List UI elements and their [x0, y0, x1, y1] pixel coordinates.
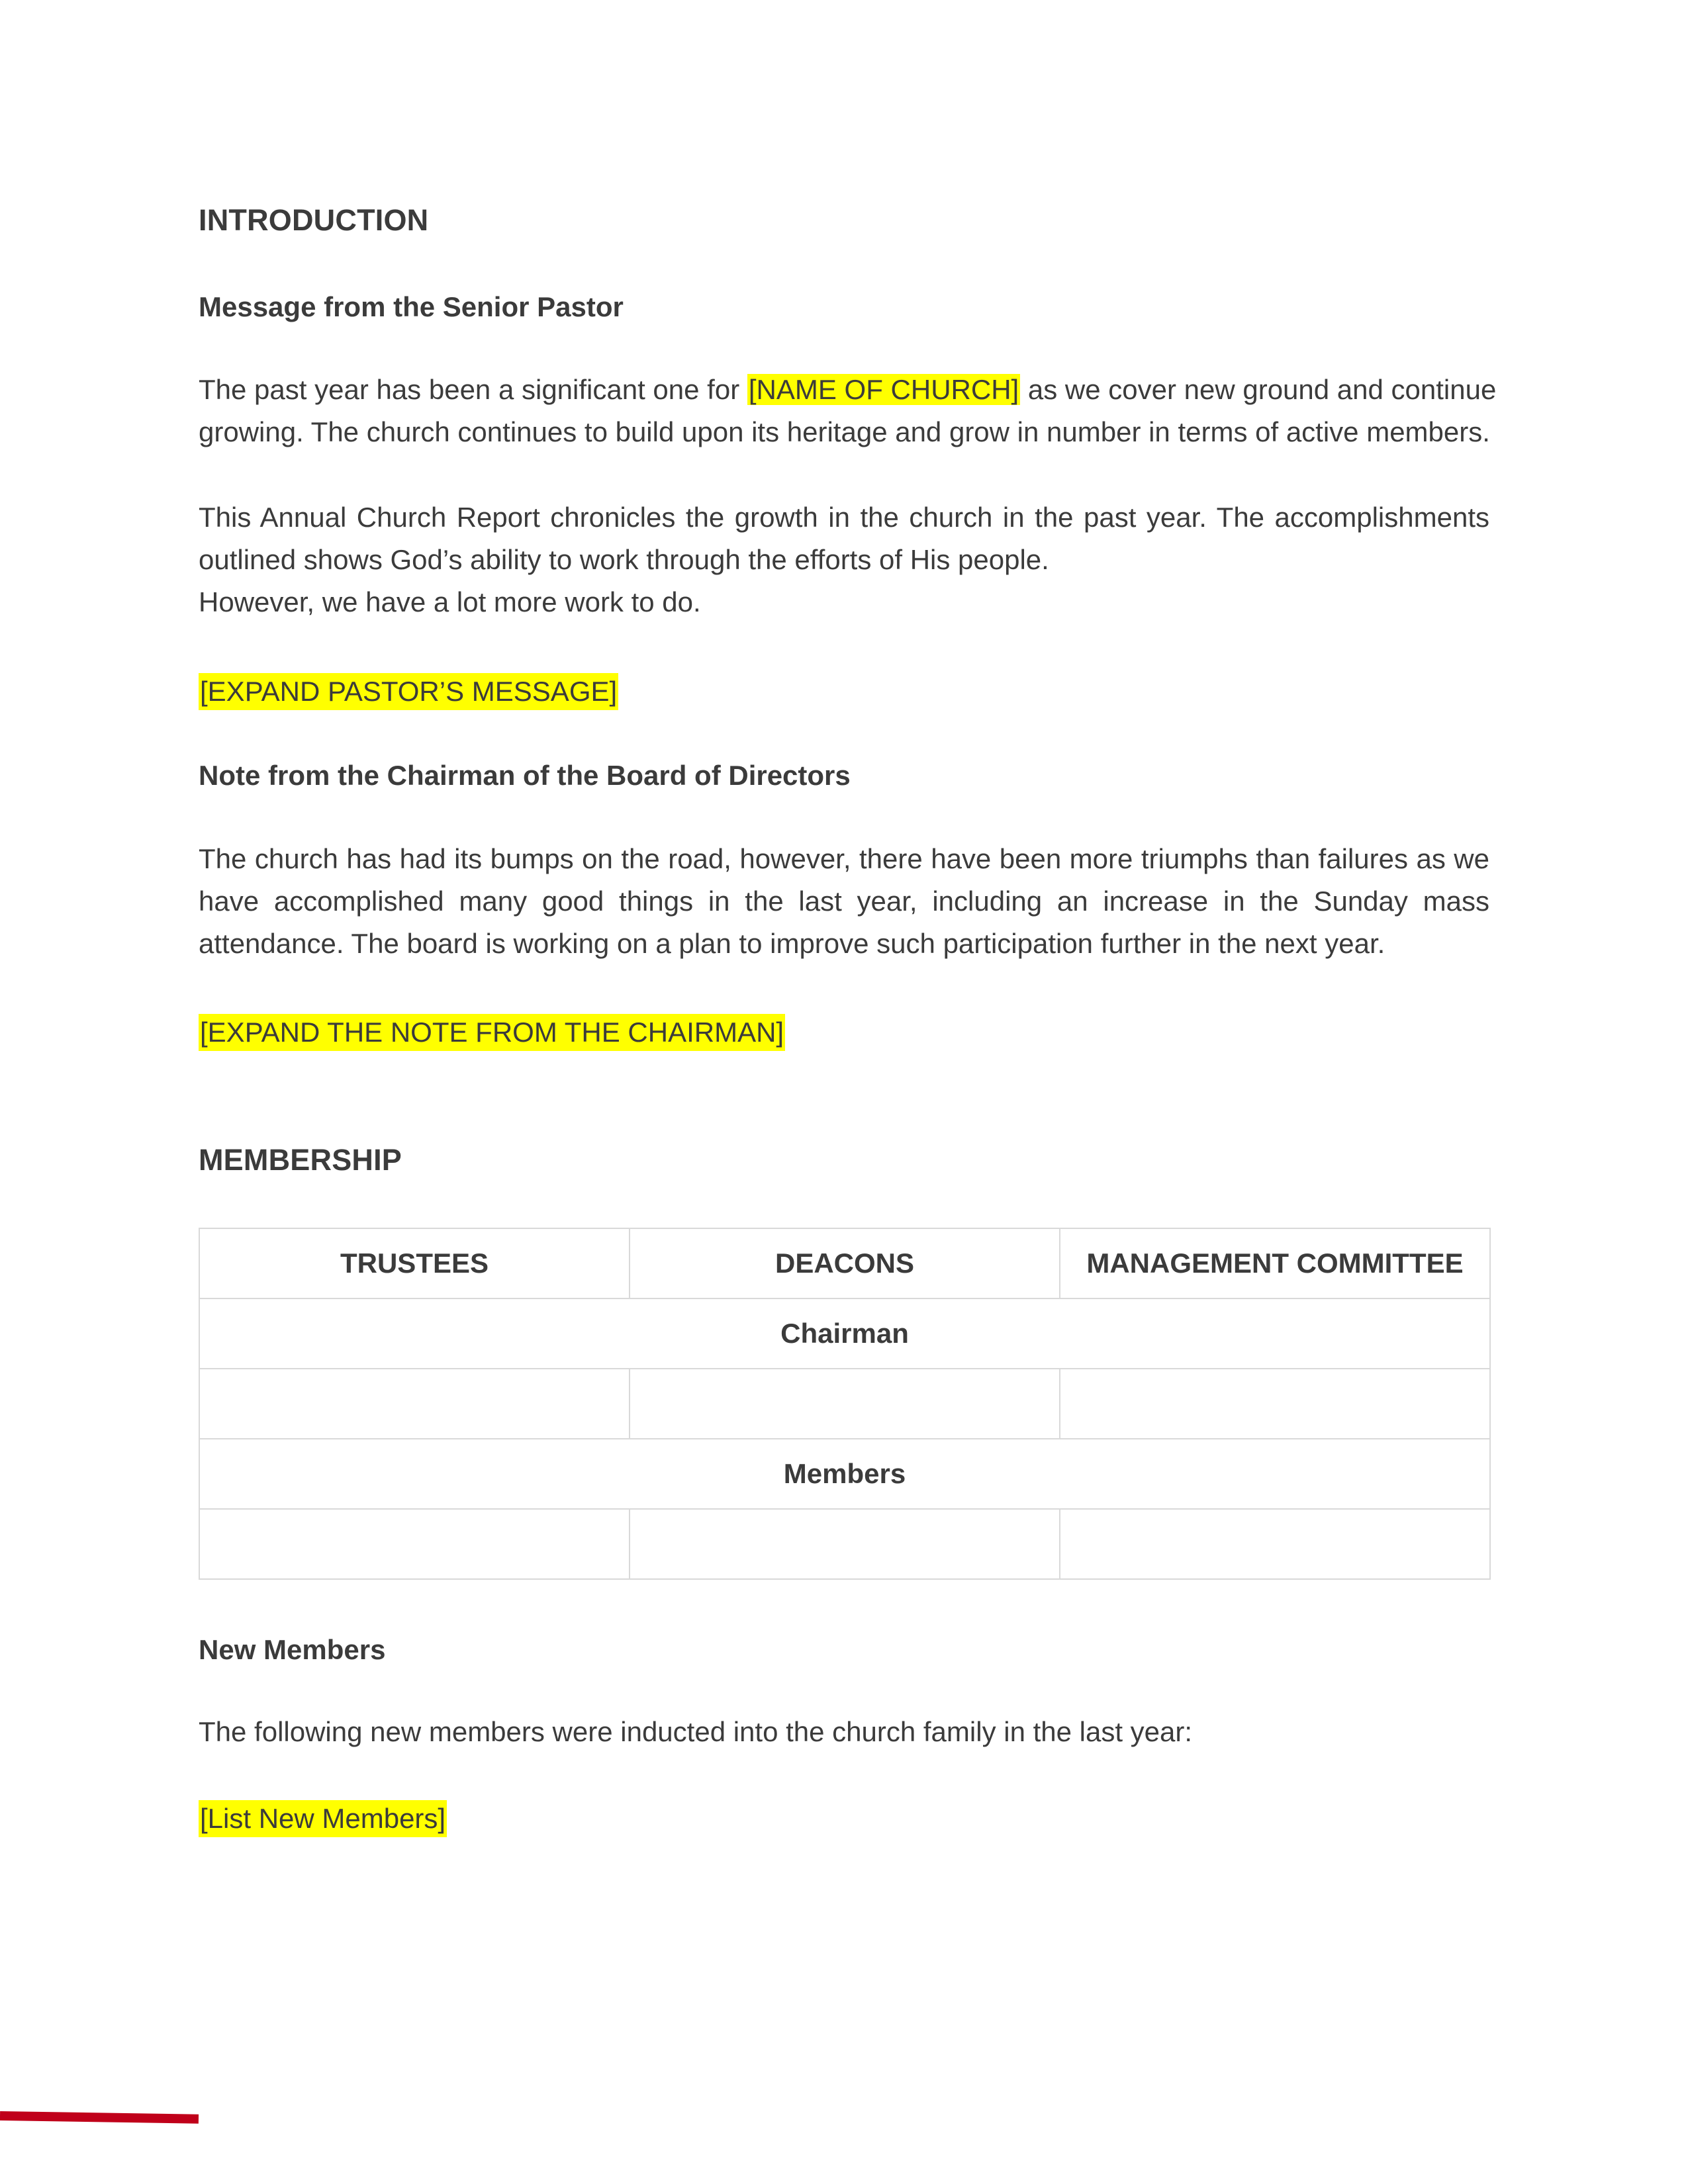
pastor-paragraph-2-line-1: This Annual Church Report chronicles the growth in the church in the past year. The accomplishments — [199, 502, 1489, 533]
pastor-paragraph-2-line-2: outlined shows God’s ability to work through the efforts of His people. — [199, 544, 1049, 575]
pastor-paragraph-2-line-3: However, we have a lot more work to do. — [199, 586, 701, 617]
pastor-paragraph-1 — [199, 369, 1497, 453]
church-name-placeholder: [NAME OF CHURCH] — [748, 374, 1019, 405]
members-label: Members — [199, 1439, 1490, 1509]
decorative-accent-bar — [0, 2111, 199, 2124]
pastor-paragraph-2 — [199, 496, 1489, 623]
expand-pastor-message-placeholder: [EXPAND PASTOR’S MESSAGE] — [199, 673, 618, 710]
members-entry-row — [199, 1509, 1490, 1579]
column-header-management-committee: MANAGEMENT COMMITTEE — [1060, 1228, 1490, 1298]
membership-heading: MEMBERSHIP — [199, 1143, 402, 1177]
chairman-label-row — [199, 1298, 1490, 1369]
pastor-paragraph-1-line-2: growing. The church continues to build upon its heritage and grow in number in terms of active members. — [199, 416, 1490, 447]
membership-header-row — [199, 1228, 1490, 1298]
new-members-heading: New Members — [199, 1634, 386, 1665]
management-committee-members-cell[interactable] — [1060, 1509, 1490, 1579]
chairman-paragraph-line-1: The church has had its bumps on the road, however, there have been more triumphs than failures as we — [199, 843, 1489, 874]
expand-chairman-note-placeholder: [EXPAND THE NOTE FROM THE CHAIRMAN] — [199, 1014, 785, 1051]
deacons-chairman-cell[interactable] — [630, 1369, 1060, 1439]
pastor-text-part-1: The past year has been a significant one for — [199, 374, 740, 405]
members-label-row — [199, 1439, 1490, 1509]
column-header-trustees: TRUSTEES — [199, 1228, 630, 1298]
chairman-paragraph-line-2: have accomplished many good things in the last year, including an increase in the Sunday mass — [199, 886, 1489, 917]
introduction-heading: INTRODUCTION — [199, 203, 429, 237]
pastor-text-part-2: as we cover new ground and continue — [1027, 374, 1497, 405]
new-members-text: The following new members were inducted into the church family in the last year: — [199, 1716, 1193, 1747]
trustees-chairman-cell[interactable] — [199, 1369, 630, 1439]
chairman-paragraph-line-3: attendance. The board is working on a plan to improve such participation further in the next year. — [199, 928, 1385, 959]
chairman-label: Chairman — [199, 1298, 1490, 1369]
pastor-message-heading: Message from the Senior Pastor — [199, 291, 624, 322]
pastor-paragraph-1-line-1 — [199, 369, 1497, 411]
list-new-members-placeholder: [List New Members] — [199, 1800, 447, 1837]
new-members-paragraph — [199, 1711, 1489, 1753]
trustees-members-cell[interactable] — [199, 1509, 630, 1579]
chairman-paragraph — [199, 838, 1489, 965]
column-header-deacons: DEACONS — [630, 1228, 1060, 1298]
deacons-members-cell[interactable] — [630, 1509, 1060, 1579]
chairman-note-heading: Note from the Chairman of the Board of Directors — [199, 760, 851, 791]
chairman-entry-row — [199, 1369, 1490, 1439]
management-committee-chairman-cell[interactable] — [1060, 1369, 1490, 1439]
membership-table — [199, 1228, 1491, 1580]
